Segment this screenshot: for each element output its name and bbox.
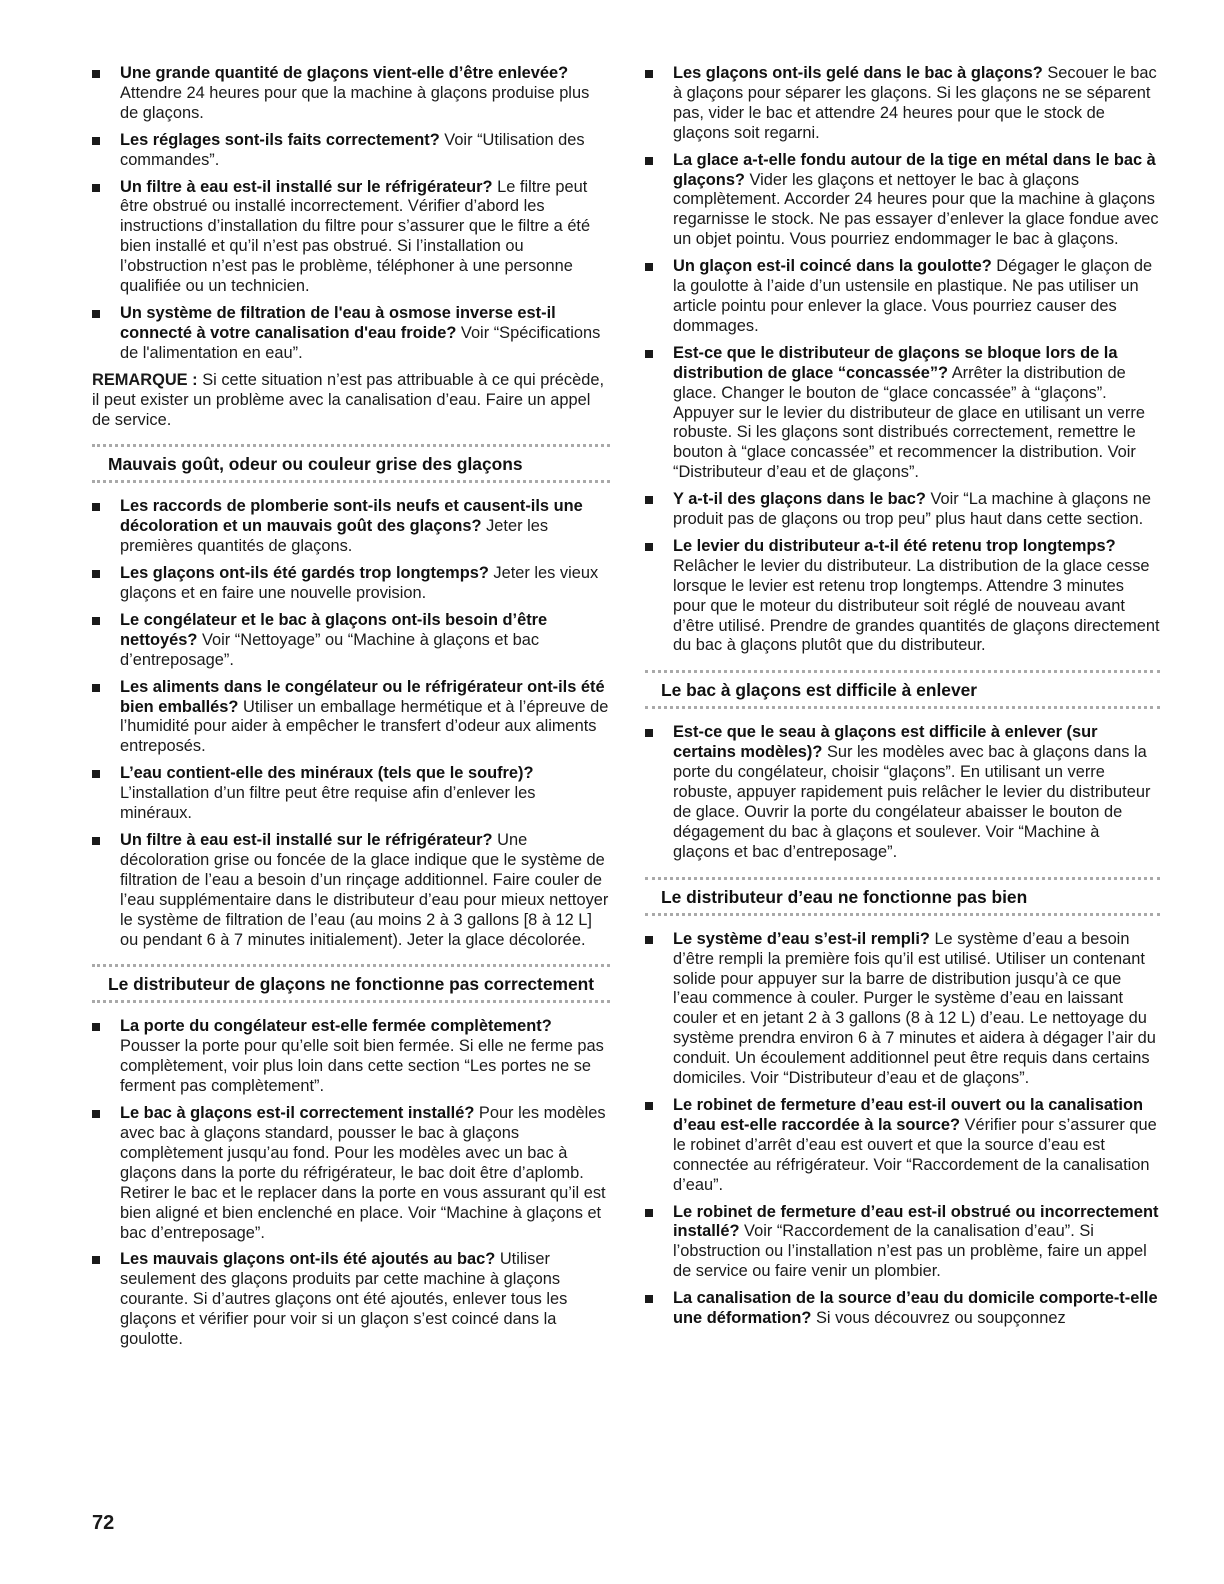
question-text: Les raccords de plomberie sont-ils neufs et causent-ils une décoloration et un mauvais goût des glaçons? — [120, 497, 583, 536]
square-bullet-icon — [645, 157, 653, 165]
question-text: L’eau contient-elle des minéraux (tels que le soufre)? — [120, 764, 534, 783]
item-list — [645, 723, 1160, 862]
square-bullet-icon — [645, 1102, 653, 1110]
question-text: Est-ce que le distributeur de glaçons se bloque lors de la distribution de glace “concassée”? — [673, 343, 1118, 382]
square-bullet-icon — [645, 729, 653, 737]
list-item — [645, 151, 1160, 251]
answer-text: Vérifier pour s’assurer que le robinet d’arrêt d’eau est ouvert et que la source d’eau est connectée au réfrigérateur. Voir “Raccordement de la canalisation d’eau”. — [673, 1115, 1157, 1194]
square-bullet-icon — [92, 310, 100, 318]
question-text: Y a-t-il des glaçons dans le bac? — [673, 490, 926, 509]
list-item — [645, 257, 1160, 337]
note-label: REMARQUE : — [92, 370, 198, 389]
answer-text: Utiliser un emballage hermétique et à l’épreuve de l’humidité pour aider à empêcher le transfert d’odeur aux aliments entreposés. — [120, 697, 609, 756]
list-item — [92, 1017, 610, 1097]
list-item — [92, 497, 610, 557]
list-item — [92, 64, 610, 124]
list-item — [645, 64, 1160, 144]
square-bullet-icon — [92, 70, 100, 78]
list-item — [645, 344, 1160, 483]
section-heading-ice-bin: Le bac à glaçons est difficile à enlever — [645, 670, 1160, 709]
question-text: Les aliments dans le congélateur ou le réfrigérateur ont-ils été bien emballés? — [120, 677, 605, 716]
square-bullet-icon — [92, 617, 100, 625]
question-text: Les mauvais glaçons ont-ils été ajoutés au bac? — [120, 1250, 496, 1269]
square-bullet-icon — [92, 684, 100, 692]
right-column — [645, 64, 1160, 1336]
list-item — [645, 1203, 1160, 1283]
answer-text: Voir “Utilisation des commandes”. — [120, 130, 585, 169]
square-bullet-icon — [92, 1023, 100, 1031]
answer-text: Vider les glaçons et nettoyer le bac à glaçons complètement. Accorder 24 heures pour que la machine à glaçons regarnisse le stock. Ne pas essayer d’enlever la glace fondue avec un objet pointu. Vous pourriez endommager le bac à glaçons. — [673, 170, 1159, 249]
list-item — [92, 178, 610, 297]
answer-text: Voir “Raccordement de la canalisation d’eau”. Si l’obstruction ou l’installation n’est pas un problème, faire un appel de service ou faire venir un plombier. — [673, 1222, 1147, 1281]
left-column — [92, 64, 610, 1357]
question-text: La porte du congélateur est-elle fermée complètement? — [120, 1017, 552, 1036]
question-text: Est-ce que le seau à glaçons est difficile à enlever (sur certains modèles)? — [673, 723, 1098, 762]
square-bullet-icon — [645, 543, 653, 551]
square-bullet-icon — [645, 263, 653, 271]
answer-text: L’installation d’un filtre peut être requise afin d’enlever les minéraux. — [120, 784, 536, 823]
list-item — [92, 131, 610, 171]
question-text: Un filtre à eau est-il installé sur le réfrigérateur? — [120, 177, 493, 196]
question-text: La canalisation de la source d’eau du domicile comporte-t-elle une déformation? — [673, 1289, 1158, 1328]
question-text: Un glaçon est-il coincé dans la goulotte? — [673, 257, 992, 276]
answer-text: Attendre 24 heures pour que la machine à glaçons produise plus de glaçons. — [120, 83, 590, 122]
square-bullet-icon — [92, 1110, 100, 1118]
square-bullet-icon — [92, 837, 100, 845]
question-text: Les réglages sont-ils faits correctement? — [120, 130, 440, 149]
answer-text: Voir “Spécifications de l'alimentation en eau”. — [120, 323, 601, 362]
list-item — [92, 564, 610, 604]
answer-text: Pousser la porte pour qu’elle soit bien fermée. Si elle ne ferme pas complètement, voir plus loin dans cette section “Les portes ne se ferment pas complètement”. — [120, 1037, 604, 1096]
question-text: Le système d’eau s’est-il rempli? — [673, 929, 930, 948]
question-text: Le congélateur et le bac à glaçons ont-ils besoin d’être nettoyés? — [120, 610, 548, 649]
square-bullet-icon — [645, 1209, 653, 1217]
question-text: Le robinet de fermeture d’eau est-il ouvert ou la canalisation d’eau est-elle raccordée à la source? — [673, 1095, 1143, 1134]
question-text: Le robinet de fermeture d’eau est-il obstrué ou incorrectement installé? — [673, 1202, 1159, 1241]
square-bullet-icon — [92, 1256, 100, 1264]
list-item — [92, 611, 610, 671]
square-bullet-icon — [645, 496, 653, 504]
question-text: Un système de filtration de l'eau à osmose inverse est-il connecté à votre canalisation d'eau froide? — [120, 303, 556, 342]
square-bullet-icon — [92, 770, 100, 778]
answer-text: Arrêter la distribution de glace. Changer le bouton de “glace concassée” à “glaçons”. Appuyer sur le levier du distributeur de glace en utilisant un verre robuste. Si les glaçons sont distribués correctement, remettre le bouton à “glace concassée” et recommencer la distribution. Voir “Distributeur d’eau et de glaçons”. — [673, 363, 1145, 482]
square-bullet-icon — [645, 936, 653, 944]
question-text: Les glaçons ont-ils été gardés trop longtemps? — [120, 564, 489, 583]
answer-text: Secouer le bac à glaçons pour séparer les glaçons. Si les glaçons ne se séparent pas, vider le bac et attendre 24 heures pour que le stock de glaçons soit regarni. — [673, 64, 1157, 142]
list-item — [645, 490, 1160, 530]
answer-text: Le système d’eau a besoin d’être rempli la première fois qu’il est utilisé. Utiliser un contenant solide pour appuyer sur la barre de distribution jusqu’à ce que l’eau commence à couler. Purger le système d’eau en laissant couler et en jetant 2 à 3 gallons (8 à 12 L) d’eau. Le nettoyage du système prendra environ 6 à 7 minutes et aidera à dégager l’air du conduit. Un écoulement additionnel peut être requis dans certains domiciles. Voir “Distributeur d’eau et de glaçons”. — [673, 929, 1156, 1088]
answer-text: Jeter les premières quantités de glaçons. — [120, 517, 549, 556]
question-text: La glace a-t-elle fondu autour de la tige en métal dans le bac à glaçons? — [673, 150, 1156, 189]
answer-text: Jeter les vieux glaçons et en faire une nouvelle provision. — [120, 564, 599, 603]
list-item — [92, 764, 610, 824]
square-bullet-icon — [645, 350, 653, 358]
answer-text: Si vous découvrez ou soupçonnez — [811, 1309, 1066, 1328]
square-bullet-icon — [645, 1295, 653, 1303]
list-item — [92, 1250, 610, 1350]
answer-text: Voir “La machine à glaçons ne produit pas de glaçons ou trop peu” plus haut dans cette section. — [673, 490, 1151, 529]
item-list — [92, 1017, 610, 1350]
list-item — [92, 678, 610, 758]
question-text: Une grande quantité de glaçons vient-elle d’être enlevée? — [120, 64, 569, 82]
answer-text: Pour les modèles avec bac à glaçons standard, pousser le bac à glaçons complètement jusqu’au fond. Pour les modèles avec un bac à glaçons dans la porte du réfrigérateur, le bac doit être d’aplomb. Retirer le bac et le replacer dans la porte en vous assurant qu’il est bien aligné et bien enclenché en place. Voir “Machine à glaçons et bac d’entreposage”. — [120, 1104, 606, 1242]
answer-text: Sur les modèles avec bac à glaçons dans la porte du congélateur, choisir “glaçons”. En utilisant un verre robuste, appuyer rapidement puis relâcher le levier du distributeur de glace. Ouvrir la porte du congélateur abaisser le bouton de dégagement du bac à glaçons et soulever. Voir “Machine à glaçons et bac d’entreposage”. — [673, 743, 1151, 861]
section-heading-water-dispenser: Le distributeur d’eau ne fonctionne pas bien — [645, 877, 1160, 916]
item-list — [645, 930, 1160, 1329]
square-bullet-icon — [92, 137, 100, 145]
list-item — [645, 1289, 1160, 1329]
square-bullet-icon — [92, 184, 100, 192]
list-item — [92, 304, 610, 364]
answer-text: Dégager le glaçon de la goulotte à l’aide d’un ustensile en plastique. Ne pas utiliser un article pointu pour enlever la glace. Vous pourriez causer des dommages. — [673, 257, 1153, 335]
item-list — [92, 64, 610, 364]
answer-text: Relâcher le levier du distributeur. La distribution de la glace cesse lorsque le levier est retenu trop longtemps. Attendre 3 minutes pour que le moteur du distributeur soit réglé de nouveau avant d’être utilisé. Prendre de grandes quantités de glaçons directement du bac à glaçons plutôt que du distributeur. — [673, 556, 1160, 655]
question-text: Le levier du distributeur a-t-il été retenu trop longtemps? — [673, 536, 1116, 555]
question-text: Un filtre à eau est-il installé sur le réfrigérateur? — [120, 831, 493, 849]
square-bullet-icon — [92, 503, 100, 511]
item-list — [92, 497, 610, 950]
note-paragraph — [92, 371, 610, 431]
answer-text: Voir “Nettoyage” ou “Machine à glaçons et bac d’entreposage”. — [120, 630, 540, 669]
list-item — [645, 1096, 1160, 1196]
answer-text: Utiliser seulement des glaçons produits par cette machine à glaçons courante. Si d’autres glaçons ont été ajoutés, enlever tous les glaçons et vérifier pour voir si un glaçon s’est coincé dans la goulotte. — [120, 1250, 568, 1349]
list-item — [645, 723, 1160, 862]
section-heading-ice-dispenser: Le distributeur de glaçons ne fonctionne pas correctement — [92, 964, 610, 1003]
question-text: Les glaçons ont-ils gelé dans le bac à glaçons? — [673, 64, 1043, 82]
note-text: Si cette situation n’est pas attribuable à ce qui précède, il peut exister un problème avec la canalisation d’eau. Faire un appel de service. — [92, 370, 605, 429]
page-number: 72 — [92, 1512, 115, 1534]
item-list — [645, 64, 1160, 656]
section-heading-bad-taste: Mauvais goût, odeur ou couleur grise des glaçons — [92, 444, 610, 483]
list-item — [645, 537, 1160, 656]
square-bullet-icon — [92, 570, 100, 578]
list-item — [92, 831, 610, 950]
answer-text: Le filtre peut être obstrué ou installé incorrectement. Vérifier d’abord les instructions d’installation du filtre pour s’assurer que le filtre a été bien installé et qu’il n’est pas obstrué. Si l’installation ou l’obstruction n’est pas le problème, téléphoner à une personne qualifiée ou un technicien. — [120, 177, 591, 296]
list-item — [645, 930, 1160, 1089]
question-text: Le bac à glaçons est-il correctement installé? — [120, 1104, 475, 1123]
square-bullet-icon — [645, 70, 653, 78]
list-item — [92, 1104, 610, 1243]
answer-text: Une décoloration grise ou foncée de la glace indique que le système de filtration de l’eau a besoin d’un rinçage additionnel. Faire couler de l’eau supplémentaire dans le distributeur d’eau pour mieux nettoyer le système de filtration de l’eau (au moins 2 à 3 gallons [8 à 12 L] ou pendant 6 à 7 minutes initialement). Jeter la glace décolorée. — [120, 831, 609, 949]
